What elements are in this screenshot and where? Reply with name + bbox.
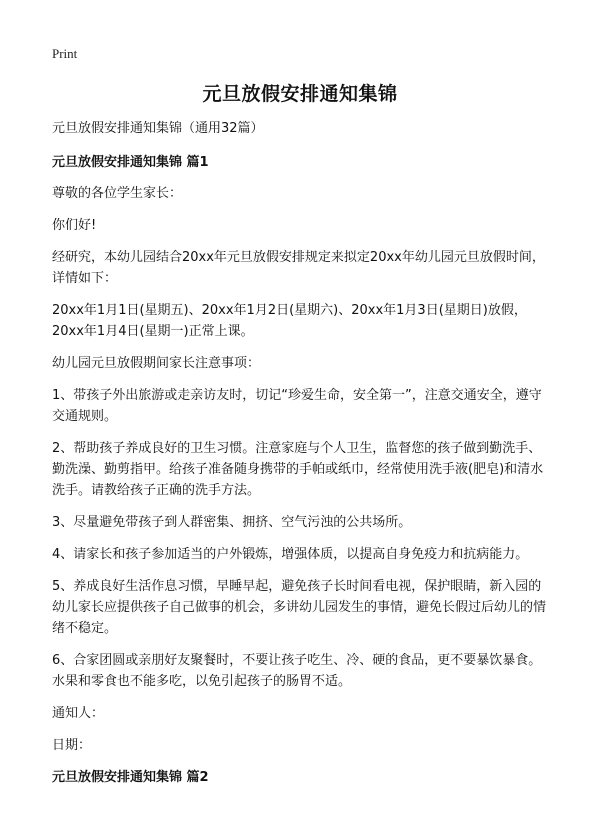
notice-item-1: 1、带孩子外出旅游或走亲访友时，切记“珍爱生命，安全第一”，注意交通安全，遵守交通规则。 <box>52 388 542 424</box>
schedule-paragraph: 20xx年1月1日(星期五)、20xx年1月2日(星期六)、20xx年1月3日(星期日)放假，20xx年1月4日(星期一)正常上课。 <box>52 303 527 339</box>
hello-text: 你们好! <box>52 218 97 233</box>
document-body <box>52 118 552 798</box>
section-heading-2: 元旦放假安排通知集锦 篇2 <box>52 770 209 785</box>
notice-item-3: 3、尽量避免带孩子到人群密集、拥挤、空气污浊的公共场所。 <box>52 515 412 530</box>
notice-item-5: 5、养成良好生活作息习惯，早睡早起，避免孩子长时间看电视，保护眼睛，新入园的幼儿家长应提供孩子自己做事的机会，多讲幼儿园发生的事情，避免长假过后幼儿的情绪不稳定。 <box>52 579 547 636</box>
date-line: 日期： <box>52 738 92 753</box>
document-subtitle: 元旦放假安排通知集锦（通用32篇） <box>52 121 264 136</box>
page-title: 元旦放假安排通知集锦 <box>202 83 398 105</box>
notice-heading: 幼儿园元旦放假期间家长注意事项： <box>52 356 261 371</box>
notice-item-4: 4、请家长和孩子参加适当的户外锻炼，增强体质，以提高自身免疫力和抗病能力。 <box>52 547 529 562</box>
greeting-text: 尊敬的各位学生家长： <box>52 186 183 201</box>
section-heading-1: 元旦放假安排通知集锦 篇1 <box>52 155 209 170</box>
notifier-line: 通知人： <box>52 706 105 721</box>
notice-item-2: 2、帮助孩子养成良好的卫生习惯。注意家庭与个人卫生，监督您的孩子做到勤洗手、勤洗澡、勤剪指甲。给孩子准备随身携带的手帕或纸巾，经常使用洗手液(肥皂)和清水洗手。请教给孩子正确的洗手方法。 <box>52 441 544 498</box>
print-label: Print <box>52 46 78 61</box>
intro-paragraph: 经研究，本幼儿园结合20xx年元旦放假安排规定来拟定20xx年幼儿园元旦放假时间，详情如下： <box>52 250 545 286</box>
notice-item-6: 6、合家团圆或亲朋好友聚餐时，不要让孩子吃生、冷、硬的食品，更不要暴饮暴食。水果和零食也不能多吃，以免引起孩子的肠胃不适。 <box>52 653 542 689</box>
